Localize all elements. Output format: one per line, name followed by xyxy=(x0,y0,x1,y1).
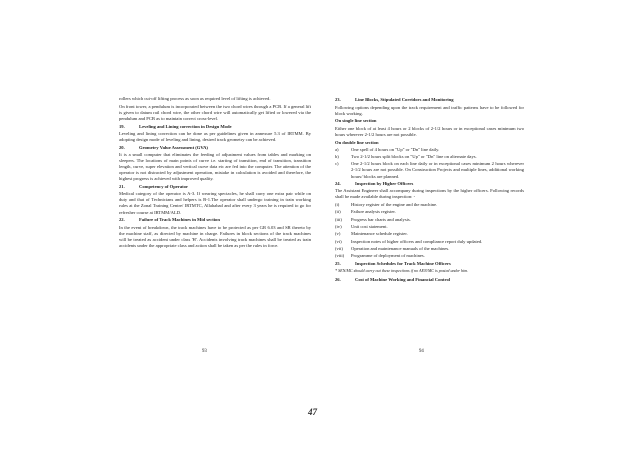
list-item xyxy=(335,154,524,160)
double-line-list xyxy=(335,147,524,180)
section-heading-20 xyxy=(119,145,311,151)
list-marker: (v) xyxy=(335,231,341,237)
paragraph: Following options depending upon the track requirement and traffic patterns have to be followed for block working. xyxy=(335,104,524,116)
list-marker: b) xyxy=(335,154,339,160)
right-column xyxy=(335,96,524,284)
list-text: Progress bar charts and analysis. xyxy=(351,216,411,222)
footnote: * SEN/MC should carry out these inspections if no AEN/MC is posted under him. xyxy=(335,268,469,274)
page-number-left: 93 xyxy=(202,349,207,354)
paragraph: rollers which cut-off lifting process as soon as required level of lifting is achieved. xyxy=(119,96,271,101)
section-number: 23. xyxy=(335,97,341,103)
list-text: One 2-1/2 hours block on each line daily or in exceptional cases minimum 2 hours wherever 2-1/2 hours are not possible. On Construction Projects and multiple lines, additional working hours/ blocks are planned. xyxy=(351,161,524,179)
list-marker: (viii) xyxy=(335,253,345,259)
list-item xyxy=(335,161,524,179)
section-heading-24 xyxy=(335,181,524,187)
section-title: Competency of Operator xyxy=(139,183,188,189)
list-marker: (vii) xyxy=(335,245,343,251)
section-number: 20. xyxy=(119,144,125,150)
section-heading-25 xyxy=(335,261,524,267)
list-text: History register of the engine and the machine. xyxy=(351,202,438,208)
paragraph: On front tower, a pendulum is incorporated between the two chord wires through a PCB. If a general lift is given to datum rail chord wire, the other chord wire will automatically get lifted or lowered via the pendulum and PCB as to maintain correct cross-level. xyxy=(119,103,311,121)
section-heading-23 xyxy=(335,97,524,103)
list-item xyxy=(335,217,524,223)
paragraph: Leveling and lining correction can be done as per guidelines given in annexure 5.3 of IRTMM. By adopting design mode of leveling and lining, desired track geometry can be achieved. xyxy=(119,130,311,142)
list-marker: (iii) xyxy=(335,216,342,222)
subheading-single-line: On single line section xyxy=(335,118,377,124)
list-text: Unit cost statement. xyxy=(351,223,388,229)
section-title: Cost of Machine Working and Financial Control xyxy=(355,276,451,282)
list-marker: (iv) xyxy=(335,223,342,229)
paragraph: The Assistant Engineer shall accompany during inspections by the higher officers. Following records shall be made available during inspection: - xyxy=(335,188,524,200)
section-title: Failure of Track Machines in Mid section xyxy=(139,217,220,223)
list-item xyxy=(335,209,524,215)
section-title: Inspection by Higher Officers xyxy=(355,181,414,187)
records-list xyxy=(335,202,524,259)
section-heading-26 xyxy=(335,277,524,283)
list-marker: (ii) xyxy=(335,209,341,215)
list-item xyxy=(335,147,524,153)
section-heading-22 xyxy=(119,217,311,223)
section-heading-21 xyxy=(119,184,311,190)
section-number: 21. xyxy=(119,183,125,189)
list-item xyxy=(335,246,524,252)
section-number: 24. xyxy=(335,181,341,187)
list-item xyxy=(335,239,524,245)
list-item xyxy=(335,202,524,208)
list-item xyxy=(335,253,524,259)
paragraph: Either one block of at least 4 hours or 2 blocks of 2-1/2 hours or in exceptional cases minimum two hours wherever 2-1/2 hours are not possible. xyxy=(335,125,524,137)
page-number-right: 94 xyxy=(419,349,424,354)
list-text: Maintenance schedule register. xyxy=(351,231,408,237)
section-number: 25. xyxy=(335,260,341,266)
left-column xyxy=(119,96,311,250)
subheading-double-line: On double line section xyxy=(335,139,379,145)
list-text: Programme of deployment of machines. xyxy=(351,253,425,259)
section-title: Leveling and Lining correction in Design Mode xyxy=(139,123,232,129)
list-text: Two 2-1/2 hours split blocks on "Up" or "Dn" line on alternate days. xyxy=(351,154,477,160)
list-item xyxy=(335,231,524,237)
list-item xyxy=(335,224,524,230)
paragraph: It is a small computer that eliminates the feeding of adjustment values from tables and marking on sleepers. The locations of main points of curve i.e. starting of transition, end of transition, transition length, curve, super elevation and vertical curve data etc are fed into the computer. The attention of the operator is not distracted by adjustment operation, mistake in calculation is avoided and therefore, the highest progress is achieved with improved quality. xyxy=(119,151,311,182)
section-title: Geometry Value Assessment (GVA) xyxy=(139,144,208,150)
section-heading-19 xyxy=(119,124,311,130)
list-marker: a) xyxy=(335,146,339,152)
section-title: Inspection Schedules for Track Machine Officers xyxy=(355,260,451,266)
section-number: 19. xyxy=(119,123,125,129)
list-marker: c) xyxy=(335,161,339,167)
section-number: 22. xyxy=(119,217,125,223)
section-title: Line Blocks, Stipulated Corridors and Monitoring xyxy=(355,97,454,103)
list-marker: (vi) xyxy=(335,238,342,244)
list-text: Inspection notes of higher officers and compliance report duly updated. xyxy=(351,238,483,244)
list-text: Failure analysis register. xyxy=(351,209,396,215)
list-marker: (i) xyxy=(335,202,340,208)
section-number: 26. xyxy=(335,276,341,282)
list-text: Operation and maintenance manuals of the machines. xyxy=(351,245,450,251)
list-text: One spell of 4 hours on "Up" or "Dn" line daily. xyxy=(351,146,440,152)
sheet-number: 47 xyxy=(308,407,317,417)
paragraph: Medical category of the operator is A-3. If wearing spectacles, he shall carry one extra pair while on duty and that of Technicians and helpers is B-1.The operator shall undergo training in train working rules at the Zonal Training Centre/ IRTMTC, Allahabad and after every 3 years he is required to go for refresher course at IRTMM/ALD. xyxy=(119,191,311,215)
paragraph: In the event of breakdown, the track machines have to be protected as per GR 6.03 and SR thereto by the machine staff, as directed by machine in charge. Failures in block sections of the track machines will be treated as accident under class 'H'. Accidents involving track machines shall be treated as train accidents under the appropriate class and action shall be taken as per the rules in force. xyxy=(119,224,311,248)
